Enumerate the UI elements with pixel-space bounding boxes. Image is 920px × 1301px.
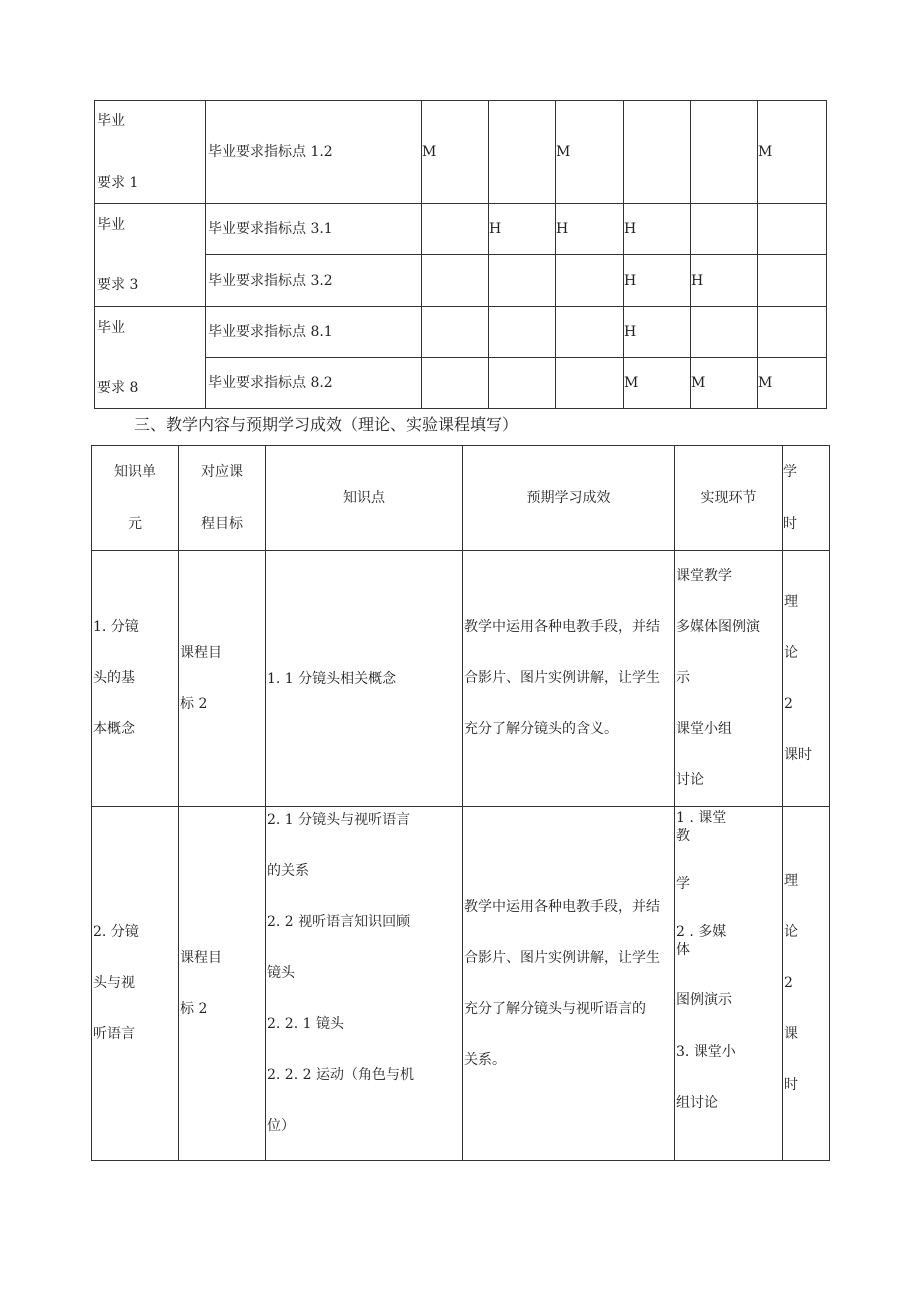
outcome-cell — [463, 551, 675, 807]
header-line: 元 — [128, 516, 142, 532]
text-line: 示 — [676, 670, 690, 686]
header-knowledge-unit — [92, 446, 179, 551]
text-line: 理 — [784, 873, 798, 889]
indicator-point: 毕业要求指标点 8.1 — [206, 307, 422, 358]
header-course-target — [179, 446, 266, 551]
header-line: 程目标 — [201, 516, 243, 532]
text-line: 课堂小组 — [676, 721, 732, 737]
header-expected-outcome: 预期学习成效 — [463, 446, 675, 551]
mark-cell: H — [624, 204, 691, 255]
method-cell — [675, 551, 783, 807]
text-line: 合影片、图片实例讲解，让学生 — [464, 949, 660, 966]
text-line: 标 2 — [180, 1000, 208, 1017]
group-label-line: 要求 3 — [97, 277, 139, 293]
header-line: 学 — [783, 464, 797, 480]
method-cell — [675, 807, 783, 1161]
mark-cell: M — [758, 358, 827, 409]
mark-cell — [422, 358, 489, 409]
unit-cell — [92, 551, 179, 807]
text-line: 论 — [784, 644, 798, 661]
mark-cell: H — [624, 255, 691, 307]
text-line: 1. 分镜 — [93, 619, 139, 635]
mark-cell — [556, 255, 624, 307]
text-line: 3. 课堂小 — [676, 1044, 736, 1060]
mark-cell: H — [691, 255, 758, 307]
text-line: 的关系 — [267, 863, 309, 879]
mark-cell — [624, 101, 691, 204]
mark-cell: H — [556, 204, 624, 255]
text-line: 体 — [676, 942, 690, 958]
header-row — [92, 446, 830, 551]
text-line: 教学中运用各种电教手段，并结 — [464, 898, 660, 915]
indicator-point: 毕业要求指标点 8.2 — [206, 358, 422, 409]
requirements-matrix-table — [94, 100, 827, 409]
text-line: 2 . 多媒 — [676, 924, 727, 940]
text-line: 关系。 — [464, 1051, 506, 1068]
header-knowledge-point: 知识点 — [266, 446, 463, 551]
text-line: 2 — [784, 975, 793, 991]
section-title: 三、教学内容与预期学习成效（理论、实验课程填写） — [134, 415, 519, 434]
table-row — [92, 807, 830, 1161]
table-row — [92, 551, 830, 807]
group-label-line: 毕业 — [97, 217, 125, 233]
text-line: 课 — [784, 1026, 798, 1042]
header-line: 对应课 — [201, 464, 243, 480]
mark-cell: H — [489, 204, 556, 255]
outcome-cell — [463, 807, 675, 1161]
hours-cell — [783, 807, 830, 1161]
text-line: 理 — [784, 593, 798, 610]
text-line: 本概念 — [93, 721, 135, 737]
mark-cell: M — [624, 358, 691, 409]
mark-cell — [489, 101, 556, 204]
requirement-group-1 — [95, 101, 206, 204]
text-line: 2 — [784, 695, 793, 712]
header-line: 时 — [783, 516, 797, 532]
teaching-content-table — [91, 445, 830, 1161]
text-line: 时 — [784, 1077, 798, 1093]
table-row — [95, 101, 827, 204]
target-cell — [179, 551, 266, 807]
mark-cell — [758, 255, 827, 307]
text-line: 充分了解分镜头的含义。 — [464, 721, 618, 737]
mark-cell: M — [758, 101, 827, 204]
text-line: 图例演示 — [676, 992, 732, 1008]
group-label-line: 毕业 — [97, 319, 125, 336]
group-label-line: 要求 8 — [97, 379, 139, 396]
text-line: 2. 2. 2 运动（角色与机 — [267, 1067, 414, 1083]
group-label-line: 毕业 — [97, 113, 125, 129]
mark-cell — [758, 307, 827, 358]
text-line: 讨论 — [676, 772, 704, 788]
requirement-group-8 — [95, 307, 206, 409]
unit-cell — [92, 807, 179, 1161]
mark-cell — [489, 255, 556, 307]
text-line: 教 — [676, 828, 690, 844]
text-line: 头与视 — [93, 975, 135, 991]
indicator-point: 毕业要求指标点 1.2 — [206, 101, 422, 204]
text-line: 听语言 — [93, 1026, 135, 1042]
mark-cell — [556, 307, 624, 358]
text-line: 镜头 — [267, 965, 295, 981]
mark-cell: H — [624, 307, 691, 358]
text-line: 位） — [267, 1118, 295, 1134]
text-line: 组讨论 — [676, 1095, 718, 1111]
table-row — [95, 204, 827, 255]
text-line: 课时 — [784, 746, 812, 763]
text-line: 充分了解分镜头与视听语言的 — [464, 1000, 646, 1017]
requirement-group-3 — [95, 204, 206, 307]
text-line: 学 — [676, 876, 690, 892]
text-line: 2. 2 视听语言知识回顾 — [267, 914, 411, 930]
text-line: 标 2 — [180, 695, 208, 712]
mark-cell: M — [422, 101, 489, 204]
mark-cell — [422, 204, 489, 255]
text-line: 课堂教学 — [676, 568, 732, 584]
text-line: 合影片、图片实例讲解，让学生 — [464, 670, 660, 686]
knowledge-cell — [266, 551, 463, 807]
indicator-point: 毕业要求指标点 3.2 — [206, 255, 422, 307]
hours-cell — [783, 551, 830, 807]
text-line: 课程目 — [180, 949, 222, 966]
target-cell — [179, 807, 266, 1161]
text-line: 教学中运用各种电教手段，并结 — [464, 619, 660, 635]
mark-cell — [691, 307, 758, 358]
mark-cell — [489, 307, 556, 358]
header-hours — [783, 446, 830, 551]
mark-cell — [489, 358, 556, 409]
table-row — [95, 307, 827, 358]
text-line: 课程目 — [180, 644, 222, 661]
text-line: 1. 1 分镜头相关概念 — [267, 670, 397, 687]
group-label-line: 要求 1 — [97, 175, 139, 191]
text-line: 2. 1 分镜头与视听语言 — [267, 812, 411, 828]
text-line: 2. 分镜 — [93, 924, 139, 940]
text-line: 2. 2. 1 镜头 — [267, 1016, 344, 1032]
mark-cell — [422, 307, 489, 358]
header-line: 知识单 — [114, 464, 156, 480]
text-line: 多媒体图例演 — [676, 619, 760, 635]
mark-cell — [556, 358, 624, 409]
mark-cell — [691, 204, 758, 255]
mark-cell — [691, 101, 758, 204]
mark-cell: M — [691, 358, 758, 409]
knowledge-cell — [266, 807, 463, 1161]
text-line: 1 . 课堂 — [676, 810, 727, 826]
text-line: 头的基 — [93, 670, 135, 686]
indicator-point: 毕业要求指标点 3.1 — [206, 204, 422, 255]
header-method: 实现环节 — [675, 446, 783, 551]
mark-cell: M — [556, 101, 624, 204]
mark-cell — [422, 255, 489, 307]
text-line: 论 — [784, 924, 798, 940]
mark-cell — [758, 204, 827, 255]
